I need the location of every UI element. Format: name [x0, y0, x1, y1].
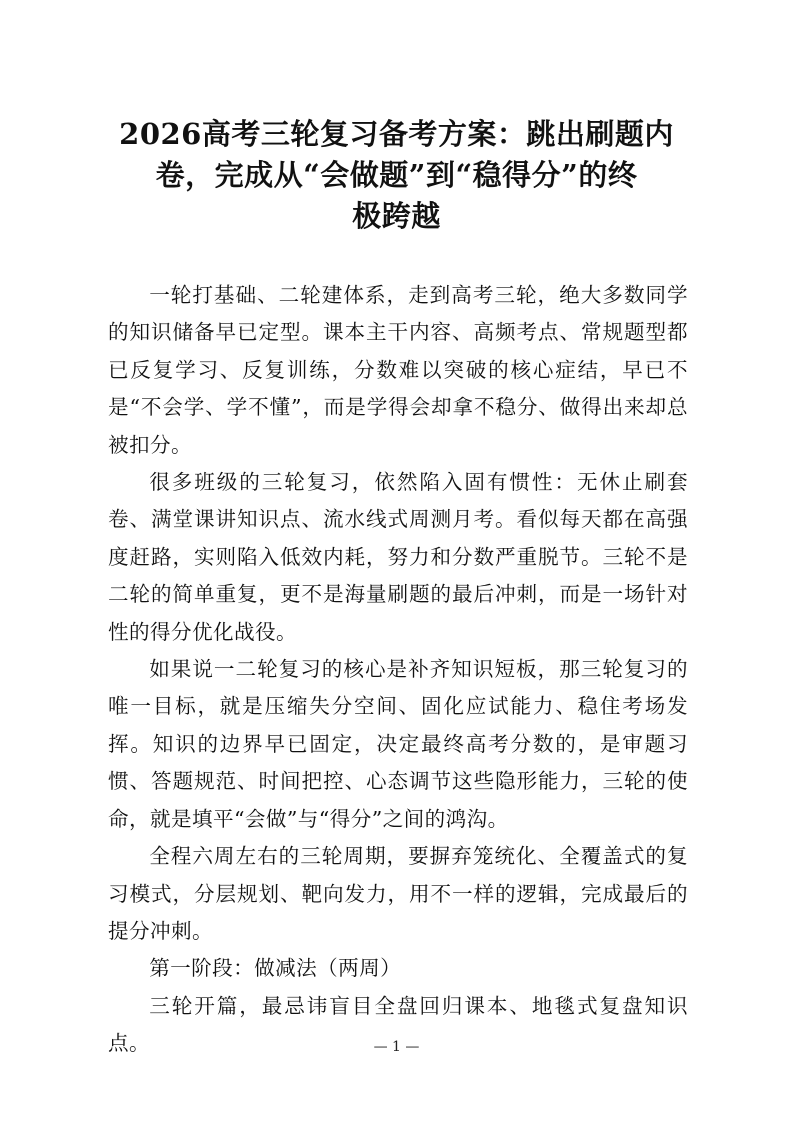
section-heading: 第一阶段：做减法（两周）: [149, 956, 402, 981]
title-line: 2026高考三轮复习备考方案：跳出刷题内: [119, 117, 674, 151]
paragraph: 如果说一二轮复习的核心是补齐知识短板，那三轮复习的唯一目标，就是压缩失分空间、固化应试能力、稳住考场发挥。知识的边界早已固定，决定最终高考分数的，是审题习惯、答题规范、时间把控、心态调节这些隐形能力，三轮的使命，就是填平“会做”与“得分”之间的鸿沟。: [108, 657, 688, 831]
paragraph: 一轮打基础、二轮建体系，走到高考三轮，绝大多数同学的知识储备早已定型。课本主干内容、高频考点、常规题型都已反复学习、反复训练，分数难以突破的核心症结，早已不是“不会学、学不懂”，而是学得会却拿不稳分、做得出来却总被扣分。: [108, 283, 688, 457]
title-line: 极跨越: [352, 199, 441, 233]
paragraph: 很多班级的三轮复习，依然陷入固有惯性：无休止刷套卷、满堂课讲知识点、流水线式周测月考。看似每天都在高强度赶路，实则陷入低效内耗，努力和分数严重脱节。三轮不是二轮的简单重复，更不是海量刷题的最后冲刺，而是一场针对性的得分优化战役。: [108, 470, 688, 644]
paragraph: 三轮开篇，最忌讳盲目全盘回归课本、地毯式复盘知识点。: [108, 993, 688, 1056]
document-title: [100, 114, 693, 237]
paragraph: 全程六周左右的三轮周期，要摒弃笼统化、全覆盖式的复习模式，分层规划、靶向发力，用不一样的逻辑，完成最后的提分冲刺。: [108, 844, 688, 943]
document-body: [108, 277, 688, 1063]
page-number: — 1 —: [373, 1039, 420, 1055]
title-line: 卷，完成从“会做题”到“稳得分”的终: [155, 158, 638, 192]
